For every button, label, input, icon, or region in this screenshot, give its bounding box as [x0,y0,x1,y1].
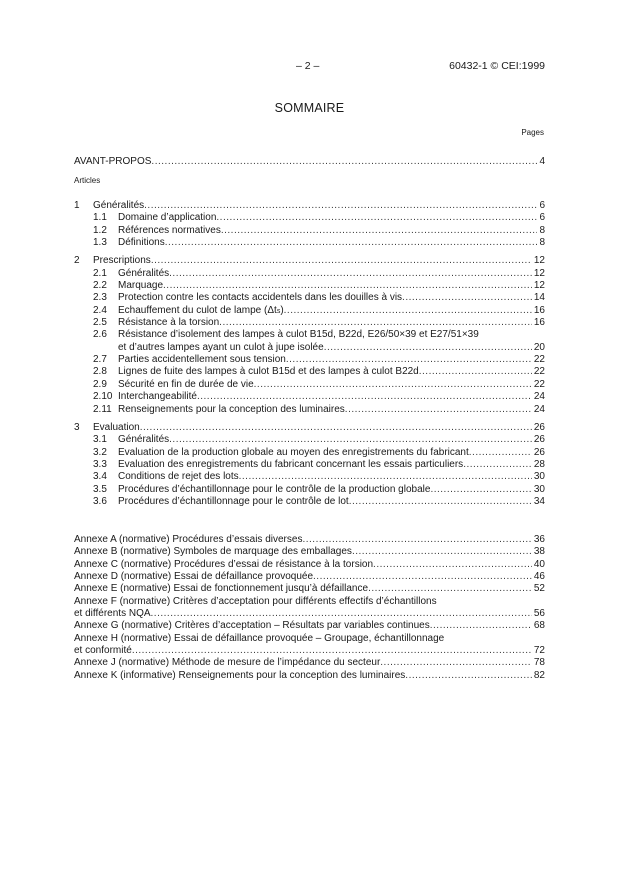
toc-entry-text: Parties accidentellement sous tension [118,354,286,366]
toc-entry-text: Annexe B (normative) Symboles de marquage des emballages [74,546,352,558]
toc-entry-text-after: ) [280,304,284,316]
toc-entry-text: Procédures d’échantillonnage pour le contrôle de la production globale [118,483,431,495]
toc-entry-number: 2.6 [93,329,107,341]
toc-entry-page: 14 [533,292,545,304]
leader-dots [151,608,532,620]
leader-dots [140,422,532,434]
toc-entry-page: 46 [533,571,545,583]
toc-entry-page: 12 [533,267,545,279]
toc-entry-text: Domaine d’application [118,212,217,224]
toc-entry-number: 2.10 [93,391,113,403]
toc-entry-avant-propos[interactable] [74,156,545,168]
toc-entry-page: 6 [539,212,545,224]
toc-entry-page: 26 [533,434,545,446]
toc-entry-number: 1.2 [93,224,107,236]
leader-dots [368,583,532,595]
toc-annex-entry[interactable] [74,546,545,558]
leader-dots [254,379,532,391]
toc-entry-page: 8 [539,237,545,249]
toc-front [74,156,545,168]
toc-entry-text: Résistance à la torsion [118,317,220,329]
toc-entry-number: 3.2 [93,446,107,458]
leader-dots [302,534,531,546]
toc-item-3-6[interactable] [74,496,545,508]
toc-item-3-1[interactable] [74,434,545,446]
toc-entry-text: Lignes de fuite des lampes à culot B15d et des lampes à culot B22d [118,366,419,378]
toc-item-2-7[interactable] [74,354,545,366]
toc-entry-text: Sécurité en fin de durée de vie [118,378,254,390]
toc-entry-number: 1.1 [93,212,107,224]
toc-entry-page: 36 [533,534,545,545]
toc-entry-text: Evaluation de la production globale au moyen des enregistrements du fabricant [118,446,469,458]
toc-entry-text: Généralités [118,434,170,446]
toc-entry-text: Prescriptions [93,255,151,267]
articles-label: Articles [74,176,101,185]
toc-entry-text: Renseignements pour la conception des luminaires [118,403,345,415]
toc-item-1-1[interactable] [74,212,545,224]
toc-item-2-11[interactable] [74,404,545,416]
toc-entry-text: Annexe H (normative) Essai de défaillance provoquée – Groupage, échantillonnage [74,632,445,644]
toc-item-2-4[interactable] [74,305,545,317]
leader-dots [219,317,532,329]
leader-dots [419,366,532,378]
toc-entry-page: 22 [533,354,545,366]
toc-entry-number: 3 [74,421,80,433]
leader-dots [352,546,532,558]
toc-entry-text: Généralités [93,200,145,211]
toc-entry-page: 24 [533,403,545,415]
leader-dots [144,200,537,212]
toc-entry-number: 2.7 [93,354,107,366]
toc-entry-text: Marquage [118,280,164,292]
toc-annex-entry-cont[interactable] [74,645,545,657]
toc-entry-text: Echauffement du culot de lampe (Δt [118,304,277,316]
leader-dots [345,404,532,416]
leader-dots [469,447,532,459]
toc-entry-page: 12 [533,255,545,267]
toc-entry-text: Evaluation des enregistrements du fabricant concernant les essais particuliers [118,458,464,470]
toc-entry-text: et conformité [74,645,132,657]
leader-dots [286,354,532,366]
toc-entry-page: 38 [533,546,545,558]
toc-entry-page: 12 [533,280,545,292]
toc-entry-text: et différents NQA [74,608,151,620]
toc-annex-entry-cont[interactable] [74,608,545,620]
toc-annex-entry[interactable] [74,670,545,682]
toc-entry-text: Annexe A (normative) Procédures d’essais diverses [74,534,303,545]
toc-entry-text: et d’autres lampes ayant un culot à jupe isolée [118,341,324,353]
leader-dots [405,670,532,682]
toc-entry-text: Annexe G (normative) Critères d’acceptation – Résultats par variables continues [74,620,430,632]
toc-item-2-6-cont[interactable] [74,342,545,354]
toc-entry-text: Résistance d’isolement des lampes à culot B15d, B22d, E26/50×39 et E27/51×39 [118,329,479,341]
leader-dots [151,156,537,168]
leader-dots [349,496,532,508]
toc-annex-entry[interactable] [74,559,545,571]
toc-entry-text: Définitions [118,237,165,249]
toc-entry-number: 2.9 [93,378,107,390]
leader-dots [239,471,532,483]
toc-entry-page: 26 [533,421,545,433]
toc-section-2[interactable] [74,255,545,267]
toc-item-2-1[interactable] [74,268,545,280]
document-reference: 60432-1 © CEI:1999 [449,60,545,72]
toc-entry-page: 34 [533,495,545,507]
toc-entry-page: 16 [533,317,545,329]
leader-dots [313,571,532,583]
toc-item-2-3[interactable] [74,292,545,304]
toc-entry-page: 22 [533,366,545,378]
toc-item-2-8[interactable] [74,366,545,378]
leader-dots [402,292,532,304]
toc-entry-text: Protection contre les contacts accidentels dans les douilles à vis [118,292,403,304]
toc-entry-page: 78 [533,657,545,669]
leader-dots [430,620,532,632]
toc-entry-number: 2.3 [93,292,107,304]
toc-entry-number: 3.6 [93,495,107,507]
toc-entry-number: 3.4 [93,471,107,483]
toc-entry-page: 82 [533,669,545,681]
toc-entry-page: 4 [539,156,545,167]
leader-dots [430,484,531,496]
leader-dots [132,645,532,657]
toc-entry-page: 8 [539,224,545,236]
toc-entry-text: Annexe C (normative) Procédures d’essai de résistance à la torsion [74,558,374,570]
toc-item-2-9[interactable] [74,379,545,391]
toc-item-3-5[interactable] [74,484,545,496]
toc-entry-page: 30 [533,471,545,483]
toc-entry-number: 3.5 [93,483,107,495]
toc-entry-text: Annexe J (normative) Méthode de mesure de l’impédance du secteur [74,657,381,669]
toc-entry-number: 2.1 [93,267,107,279]
toc-entry-page: 20 [533,341,545,353]
toc-entry-number: 2 [74,255,80,267]
leader-dots [163,280,532,292]
leader-dots [216,212,537,224]
pages-column-label: Pages [521,128,544,137]
toc-entry-number: 3.1 [93,434,107,446]
toc-entry-number: 1 [74,200,80,211]
toc-item-2-5[interactable] [74,317,545,329]
toc-entry-page: 40 [533,558,545,570]
toc-item-2-2[interactable] [74,280,545,292]
toc-entry-page: 56 [533,608,545,620]
toc-entry-page: 22 [533,378,545,390]
toc-entry-page: 16 [533,304,545,316]
toc-section-1[interactable] [74,200,545,212]
toc-section-3[interactable] [74,422,545,434]
toc-entry-page: 6 [539,200,545,211]
toc-entry-number: 2.5 [93,317,107,329]
toc-entry-text: Annexe E (normative) Essai de fonctionnement jusqu’à défaillance [74,583,369,595]
toc-entry-page: 24 [533,391,545,403]
toc-item-1-2[interactable] [74,225,545,237]
toc-entry-text: Annexe F (normative) Critères d’acceptation pour différents effectifs d’échantillons [74,595,437,607]
toc-entry-number: 2.4 [93,304,107,316]
toc-entry-number: 1.3 [93,237,107,249]
toc-entry-page: 26 [533,446,545,458]
leader-dots [197,391,532,403]
toc-annex-entry[interactable] [74,633,545,645]
toc-sections [74,200,545,508]
toc-item-2-6[interactable] [74,329,545,341]
toc-entry-text: Références normatives [118,224,221,236]
toc-annex-entry[interactable] [74,534,545,546]
toc-entry-text: Généralités [118,267,170,279]
toc-entry-text: Conditions de rejet des lots [118,471,239,483]
leader-dots [284,305,532,317]
toc-entry-page: 30 [533,483,545,495]
leader-dots [463,459,532,471]
toc-item-3-2[interactable] [74,447,545,459]
toc-item-3-3[interactable] [74,459,545,471]
leader-dots [324,342,532,354]
toc-annex-entry[interactable] [74,583,545,595]
toc-annex-entry[interactable] [74,657,545,669]
toc-annex-entry[interactable] [74,571,545,583]
page-title: SOMMAIRE [274,101,345,115]
toc-annex-entry[interactable] [74,620,545,632]
toc-entry-text: Interchangeabilité [118,391,197,403]
toc-entry-subscript: s [276,307,281,315]
toc-entry-number: 2.2 [93,280,107,292]
toc-entry-text: Evaluation [93,421,140,433]
toc-entry-number: 2.8 [93,366,107,378]
leader-dots [151,255,532,267]
leader-dots [165,237,538,249]
toc-entry-page: 28 [533,458,545,470]
toc-entry-text: Annexe K (informative) Renseignements pour la conception des luminaires [74,669,406,681]
toc-entry-page: 72 [533,645,545,657]
leader-dots [169,434,532,446]
toc-entry-text: Annexe D (normative) Essai de défaillance provoquée [74,571,314,583]
toc-item-3-4[interactable] [74,471,545,483]
leader-dots [380,657,532,669]
toc-item-1-3[interactable] [74,237,545,249]
leader-dots [221,225,538,237]
leader-dots [169,268,532,280]
toc-entry-number: 3.3 [93,458,107,470]
toc-entry-number: 2.11 [93,403,112,415]
leader-dots [373,559,532,571]
toc-entry-text: AVANT-PROPOS [74,156,152,167]
page-number: – 2 – [296,60,320,72]
toc-entry-page: 68 [533,620,545,632]
toc-annex-entry[interactable] [74,596,545,608]
toc-annexes [74,534,545,682]
toc-entry-page: 52 [533,583,545,595]
toc-entry-text: Procédures d’échantillonnage pour le contrôle de lot [118,495,349,507]
toc-item-2-10[interactable] [74,391,545,403]
